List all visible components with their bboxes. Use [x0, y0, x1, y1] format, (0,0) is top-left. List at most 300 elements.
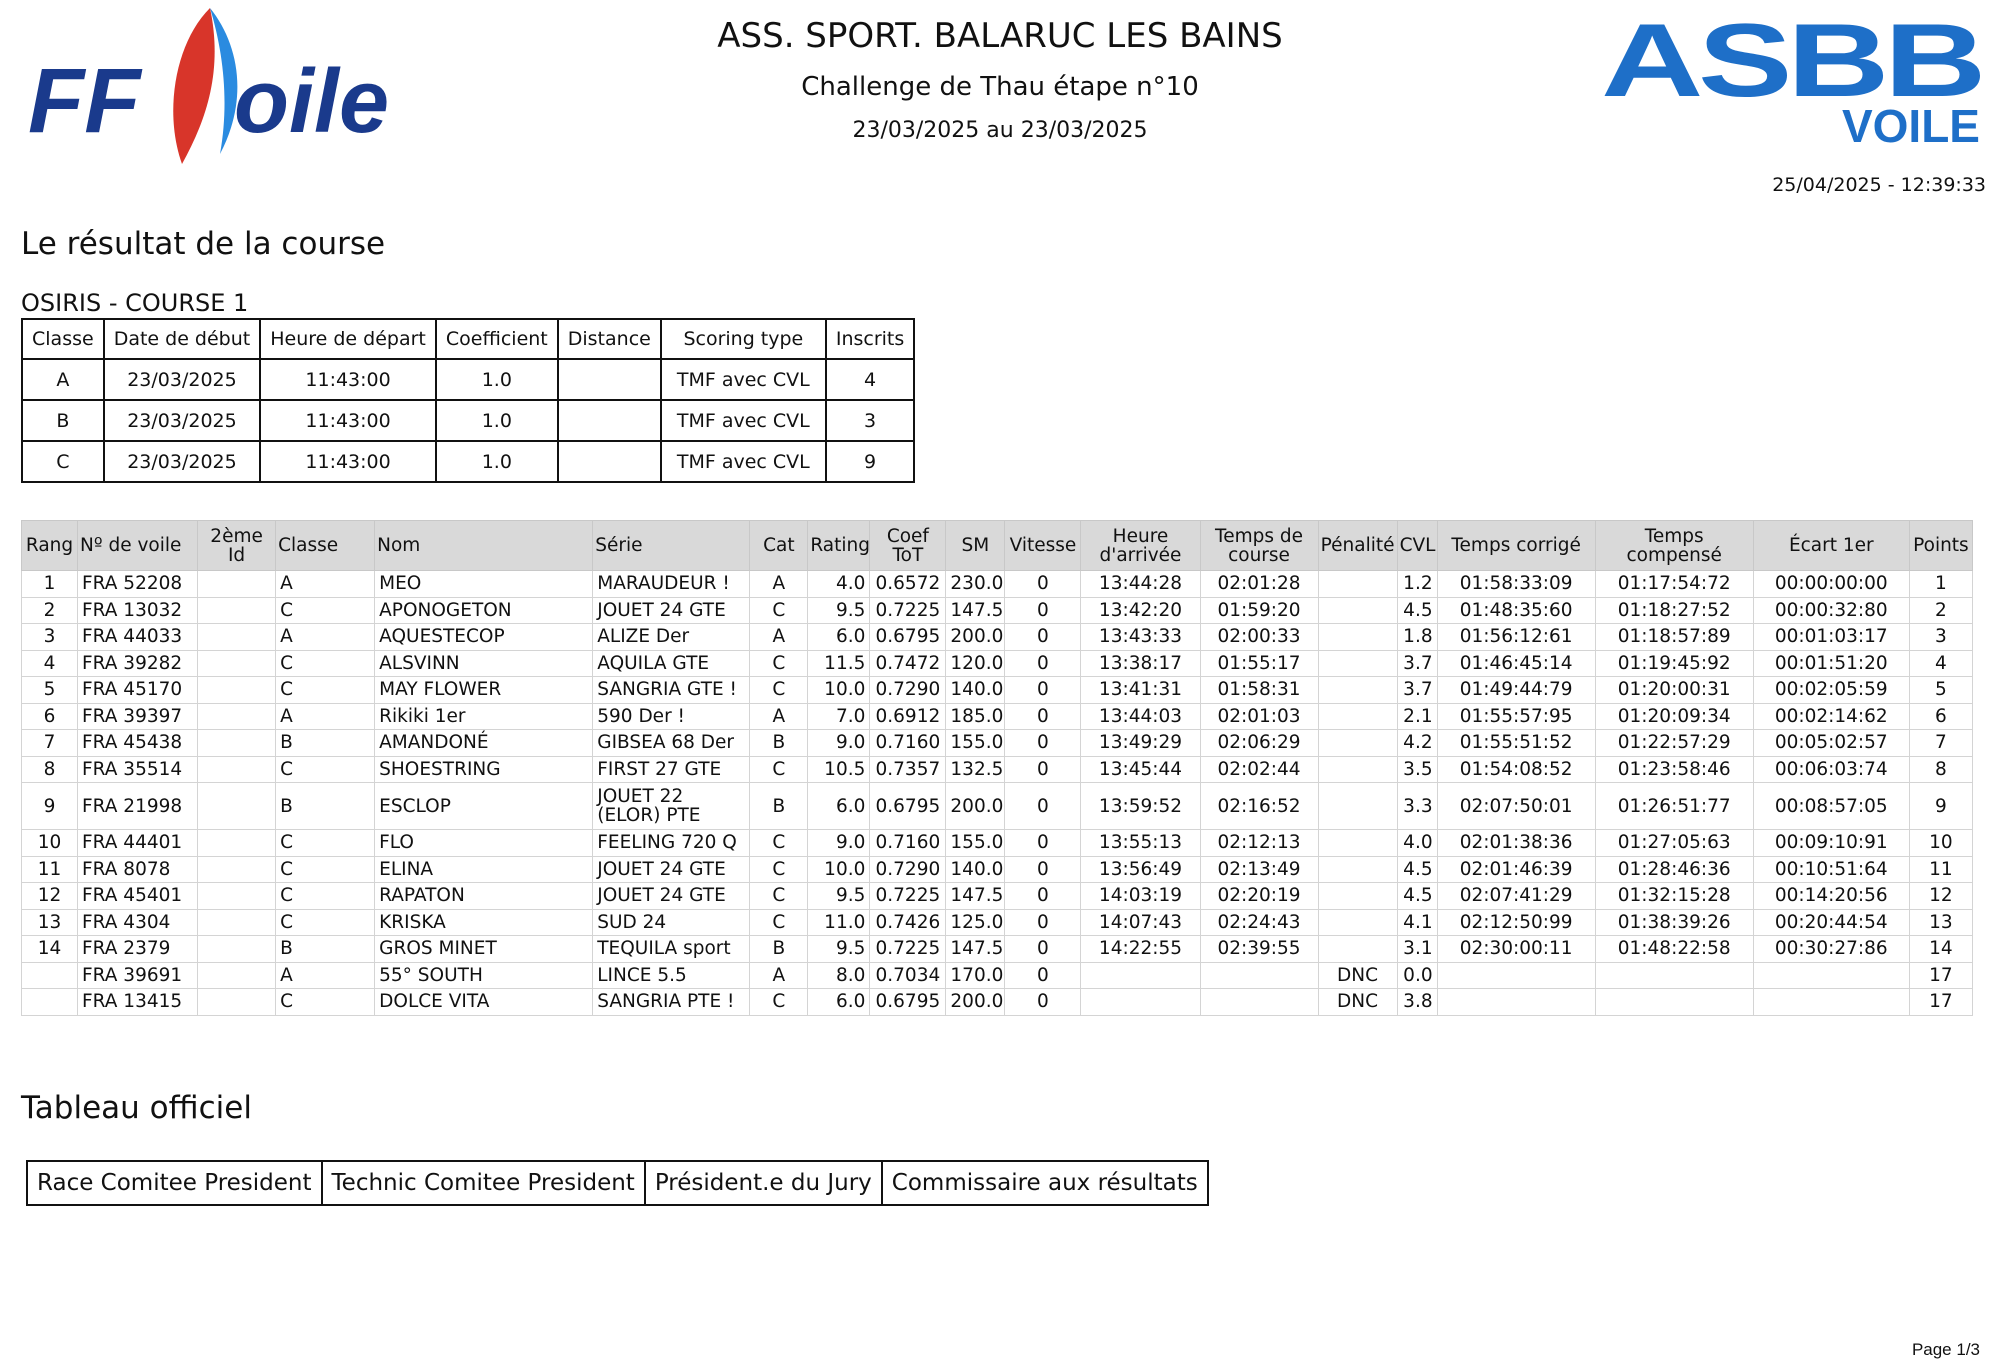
results-cell: C [750, 856, 808, 883]
results-cell: 2.1 [1397, 703, 1437, 730]
class-table-cell: TMF avec CVL [661, 400, 826, 441]
results-cell: 00:10:51:64 [1753, 856, 1909, 883]
results-cell [1318, 856, 1397, 883]
class-table-cell: 1.0 [436, 441, 558, 482]
event-dates: 23/03/2025 au 23/03/2025 [852, 118, 1148, 143]
table-row [22, 856, 1973, 883]
results-cell: 01:55:17 [1200, 650, 1318, 677]
results-cell: C [750, 756, 808, 783]
event-name: Challenge de Thau étape n°10 [801, 72, 1199, 102]
results-cell: 3.1 [1397, 936, 1437, 963]
results-cell [1318, 830, 1397, 857]
results-cell: 9 [1909, 783, 1972, 830]
results-cell: 02:07:50:01 [1437, 783, 1595, 830]
results-cell: 00:08:57:05 [1753, 783, 1909, 830]
results-cell [1753, 962, 1909, 989]
results-cell: 01:55:51:52 [1437, 730, 1595, 757]
officials-table [26, 1160, 1209, 1206]
results-cell: FIRST 27 GTE [593, 756, 750, 783]
results-cell [1200, 989, 1318, 1016]
results-cell: 0 [1005, 730, 1081, 757]
class-header-cell: Classe [22, 319, 104, 359]
results-cell: FRA 35514 [78, 756, 198, 783]
results-cell: 00:09:10:91 [1753, 830, 1909, 857]
results-cell [22, 962, 78, 989]
results-header-cell: Cat [750, 521, 808, 571]
results-cell [1081, 962, 1200, 989]
results-cell: C [276, 856, 375, 883]
results-cell: FLO [375, 830, 593, 857]
results-cell: 01:23:58:46 [1595, 756, 1753, 783]
results-cell: B [750, 783, 808, 830]
results-header-cell: Temps de course [1200, 521, 1318, 571]
results-cell: 0 [1005, 830, 1081, 857]
official-results-commissioner: Commissaire aux résultats [891, 1170, 1198, 1196]
results-cell: 11 [22, 856, 78, 883]
results-cell: 0.7160 [870, 730, 946, 757]
results-cell [1318, 703, 1397, 730]
results-cell: 2 [1909, 597, 1972, 624]
class-table-cell: C [22, 441, 104, 482]
results-header-cell: Heure d'arrivée [1081, 521, 1200, 571]
results-cell: 00:14:20:56 [1753, 883, 1909, 910]
results-cell: 01:32:15:28 [1595, 883, 1753, 910]
results-cell: 200.0 [946, 624, 1005, 651]
results-cell: 4.0 [808, 571, 870, 598]
class-header-cell: Heure de départ [260, 319, 436, 359]
ffvoile-sail-icon [173, 8, 214, 164]
results-cell: C [276, 677, 375, 704]
results-cell: 01:17:54:72 [1595, 571, 1753, 598]
results-header-cell: Série [593, 521, 750, 571]
class-table-cell: 1.0 [436, 400, 558, 441]
results-cell: 01:19:45:92 [1595, 650, 1753, 677]
results-cell: B [276, 730, 375, 757]
results-header-cell: Nom [375, 521, 593, 571]
results-cell: 0 [1005, 989, 1081, 1016]
asbb-logo [1596, 18, 1986, 148]
results-cell: FRA 39691 [78, 962, 198, 989]
official-jury-president: Président.e du Jury [646, 1162, 883, 1204]
results-cell: RAPATON [375, 883, 593, 910]
results-cell: AQUESTECOP [375, 624, 593, 651]
results-cell: A [750, 962, 808, 989]
class-header-cell: Date de début [104, 319, 261, 359]
results-cell: 147.5 [946, 936, 1005, 963]
page-number: Page 1/3 [1911, 1340, 1980, 1359]
results-cell: 13:59:52 [1081, 783, 1200, 830]
results-cell: 01:22:57:29 [1595, 730, 1753, 757]
results-cell: C [276, 909, 375, 936]
class-table-header [22, 319, 914, 359]
results-cell: FRA 44401 [78, 830, 198, 857]
results-cell: 0 [1005, 962, 1081, 989]
results-cell: 02:13:49 [1200, 856, 1318, 883]
results-cell: 170.0 [946, 962, 1005, 989]
results-cell: C [750, 989, 808, 1016]
results-cell: MARAUDEUR ! [593, 571, 750, 598]
results-cell: 0.7290 [870, 677, 946, 704]
results-cell [1318, 883, 1397, 910]
results-header-cell: Nº de voile [78, 521, 198, 571]
results-cell: 5 [22, 677, 78, 704]
class-header-cell: Coefficient [436, 319, 558, 359]
results-cell: FRA 2379 [78, 936, 198, 963]
results-cell: 02:01:03 [1200, 703, 1318, 730]
results-cell: A [750, 703, 808, 730]
results-cell: 120.0 [946, 650, 1005, 677]
results-cell: 4 [22, 650, 78, 677]
table-row [22, 650, 1973, 677]
results-cell [198, 650, 276, 677]
results-header-cell: Rang [22, 521, 78, 571]
results-header-cell: Rating [808, 521, 870, 571]
results-cell [1318, 783, 1397, 830]
table-row [22, 677, 1973, 704]
results-cell: 01:18:27:52 [1595, 597, 1753, 624]
results-header-cell: Temps compensé [1595, 521, 1753, 571]
results-cell [1318, 730, 1397, 757]
results-cell: 55° SOUTH [375, 962, 593, 989]
table-row [22, 936, 1973, 963]
asbb-logo-text: ASBB [1601, 18, 1981, 119]
results-cell: 00:02:14:62 [1753, 703, 1909, 730]
results-cell: GROS MINET [375, 936, 593, 963]
results-cell [198, 936, 276, 963]
class-table-cell: 3 [826, 400, 914, 441]
results-cell: 01:49:44:79 [1437, 677, 1595, 704]
results-cell: 0.7034 [870, 962, 946, 989]
results-cell: FRA 44033 [78, 624, 198, 651]
table-row [22, 783, 1973, 830]
results-cell: 02:01:46:39 [1437, 856, 1595, 883]
results-cell: LINCE 5.5 [593, 962, 750, 989]
results-cell: C [276, 650, 375, 677]
asbb-logo-subtext: VOILE [1841, 100, 1980, 148]
results-cell: 13:42:20 [1081, 597, 1200, 624]
results-cell: 17 [1909, 989, 1972, 1016]
results-cell: 4 [1909, 650, 1972, 677]
results-cell: 02:02:44 [1200, 756, 1318, 783]
results-cell: 0 [1005, 650, 1081, 677]
results-cell: 01:54:08:52 [1437, 756, 1595, 783]
results-cell: 13:45:44 [1081, 756, 1200, 783]
results-cell: TEQUILA sport [593, 936, 750, 963]
results-cell: 155.0 [946, 830, 1005, 857]
results-cell: B [750, 730, 808, 757]
results-header-cell: CVL [1397, 521, 1437, 571]
results-cell: 155.0 [946, 730, 1005, 757]
results-cell [1318, 650, 1397, 677]
club-name: ASS. SPORT. BALARUC LES BAINS [717, 16, 1283, 56]
class-table-cell: 11:43:00 [260, 359, 436, 400]
results-cell: 02:16:52 [1200, 783, 1318, 830]
results-cell [1318, 624, 1397, 651]
results-cell: 02:00:33 [1200, 624, 1318, 651]
results-cell: 12 [22, 883, 78, 910]
class-table-cell: A [22, 359, 104, 400]
results-cell: 01:27:05:63 [1595, 830, 1753, 857]
results-cell [198, 962, 276, 989]
results-cell: 0 [1005, 624, 1081, 651]
results-cell [198, 730, 276, 757]
class-header-cell: Inscrits [826, 319, 914, 359]
table-row [22, 909, 1973, 936]
results-cell: GIBSEA 68 Der [593, 730, 750, 757]
results-cell: 9.5 [808, 883, 870, 910]
results-cell: 13:44:03 [1081, 703, 1200, 730]
results-cell: 14 [1909, 936, 1972, 963]
results-cell: 0.6912 [870, 703, 946, 730]
class-table-cell: 23/03/2025 [104, 359, 261, 400]
results-cell: 13:55:13 [1081, 830, 1200, 857]
results-cell [1437, 989, 1595, 1016]
class-header-cell: Scoring type [661, 319, 826, 359]
results-cell: 3.3 [1397, 783, 1437, 830]
results-cell [198, 783, 276, 830]
results-cell [1595, 989, 1753, 1016]
results-cell: 13:41:31 [1081, 677, 1200, 704]
results-cell: C [750, 677, 808, 704]
class-table [21, 318, 915, 483]
results-cell: 6 [1909, 703, 1972, 730]
results-cell: 14:07:43 [1081, 909, 1200, 936]
results-cell: 0.6795 [870, 783, 946, 830]
results-cell [1437, 962, 1595, 989]
results-cell: FRA 4304 [78, 909, 198, 936]
results-cell [198, 989, 276, 1016]
results-cell [1318, 936, 1397, 963]
ffvoile-logo [24, 4, 424, 164]
results-cell: 01:48:22:58 [1595, 936, 1753, 963]
results-cell: A [276, 624, 375, 651]
class-table-cell: 4 [826, 359, 914, 400]
results-cell: 00:06:03:74 [1753, 756, 1909, 783]
class-table-cell: TMF avec CVL [661, 359, 826, 400]
results-cell: 0.0 [1397, 962, 1437, 989]
results-cell: 8 [1909, 756, 1972, 783]
results-cell: 13 [1909, 909, 1972, 936]
results-cell: 0.7160 [870, 830, 946, 857]
results-cell [198, 677, 276, 704]
results-cell: 0.6795 [870, 624, 946, 651]
results-header-cell: Points [1909, 521, 1972, 571]
results-cell: 3.8 [1397, 989, 1437, 1016]
results-cell: DNC [1318, 989, 1397, 1016]
results-cell [22, 989, 78, 1016]
results-cell: SANGRIA GTE ! [593, 677, 750, 704]
class-table-row [22, 359, 914, 400]
results-cell [198, 756, 276, 783]
results-cell: 02:30:00:11 [1437, 936, 1595, 963]
results-cell: 0.7357 [870, 756, 946, 783]
results-cell: 0 [1005, 703, 1081, 730]
results-cell: 1 [1909, 571, 1972, 598]
results-cell: 0.7225 [870, 597, 946, 624]
results-cell: FRA 39397 [78, 703, 198, 730]
results-cell: DOLCE VITA [375, 989, 593, 1016]
results-cell: 01:56:12:61 [1437, 624, 1595, 651]
results-cell: C [276, 883, 375, 910]
results-cell: B [750, 936, 808, 963]
results-cell: 13:43:33 [1081, 624, 1200, 651]
results-cell [198, 624, 276, 651]
results-cell: C [276, 597, 375, 624]
results-cell: 9 [22, 783, 78, 830]
results-cell: 01:18:57:89 [1595, 624, 1753, 651]
class-table-cell [558, 400, 661, 441]
class-table-cell: 23/03/2025 [104, 441, 261, 482]
results-cell [1318, 756, 1397, 783]
results-cell: 14 [22, 936, 78, 963]
results-cell: 0 [1005, 783, 1081, 830]
results-cell: 3.5 [1397, 756, 1437, 783]
results-cell: C [276, 989, 375, 1016]
class-table-cell [558, 359, 661, 400]
results-header-cell: Pénalité [1318, 521, 1397, 571]
class-table-cell: B [22, 400, 104, 441]
results-cell: 01:26:51:77 [1595, 783, 1753, 830]
results-cell: 3.7 [1397, 650, 1437, 677]
results-cell: 02:06:29 [1200, 730, 1318, 757]
class-header-cell: Distance [558, 319, 661, 359]
results-cell: MAY FLOWER [375, 677, 593, 704]
results-cell: 185.0 [946, 703, 1005, 730]
results-cell: C [750, 909, 808, 936]
results-cell: DNC [1318, 962, 1397, 989]
results-cell: 02:20:19 [1200, 883, 1318, 910]
results-cell: 17 [1909, 962, 1972, 989]
results-cell: 6.0 [808, 624, 870, 651]
results-cell: 4.2 [1397, 730, 1437, 757]
results-cell: Rikiki 1er [375, 703, 593, 730]
results-cell: JOUET 24 GTE [593, 856, 750, 883]
results-cell: FRA 45401 [78, 883, 198, 910]
results-cell: 00:30:27:86 [1753, 936, 1909, 963]
table-row [22, 883, 1973, 910]
results-cell: 4.5 [1397, 883, 1437, 910]
results-cell: FRA 45438 [78, 730, 198, 757]
results-cell: 00:20:44:54 [1753, 909, 1909, 936]
results-cell: 01:58:33:09 [1437, 571, 1595, 598]
table-row [22, 624, 1973, 651]
results-cell: 00:02:05:59 [1753, 677, 1909, 704]
results-cell: 10.0 [808, 677, 870, 704]
results-cell: 10.5 [808, 756, 870, 783]
results-cell: 0.7290 [870, 856, 946, 883]
results-cell: 0 [1005, 936, 1081, 963]
results-cell: 3.7 [1397, 677, 1437, 704]
results-cell: APONOGETON [375, 597, 593, 624]
results-cell: 0.7472 [870, 650, 946, 677]
results-cell: 0 [1005, 883, 1081, 910]
results-cell: SUD 24 [593, 909, 750, 936]
table-row [22, 703, 1973, 730]
results-cell: 6.0 [808, 783, 870, 830]
results-cell: C [750, 597, 808, 624]
results-cell: 02:39:55 [1200, 936, 1318, 963]
results-cell: SANGRIA PTE ! [593, 989, 750, 1016]
results-cell: 01:28:46:36 [1595, 856, 1753, 883]
results-cell: 6.0 [808, 989, 870, 1016]
results-cell: 140.0 [946, 856, 1005, 883]
results-cell: KRISKA [375, 909, 593, 936]
results-cell: 1 [22, 571, 78, 598]
results-cell: A [276, 703, 375, 730]
results-cell [1081, 989, 1200, 1016]
class-table-cell: 1.0 [436, 359, 558, 400]
results-cell: 3 [1909, 624, 1972, 651]
results-cell: 02:12:13 [1200, 830, 1318, 857]
results-cell: 00:00:00:00 [1753, 571, 1909, 598]
table-row [22, 830, 1973, 857]
results-cell: 10 [1909, 830, 1972, 857]
class-table-cell: 11:43:00 [260, 400, 436, 441]
results-cell: FRA 13415 [78, 989, 198, 1016]
results-header-cell: Classe [276, 521, 375, 571]
results-cell: B [276, 936, 375, 963]
results-cell: 0.7426 [870, 909, 946, 936]
results-cell: 13:38:17 [1081, 650, 1200, 677]
table-row [22, 730, 1973, 757]
results-cell: 02:12:50:99 [1437, 909, 1595, 936]
results-cell: 4.5 [1397, 856, 1437, 883]
class-table-cell: 23/03/2025 [104, 400, 261, 441]
results-cell: A [750, 571, 808, 598]
results-cell: 01:48:35:60 [1437, 597, 1595, 624]
results-cell [1318, 571, 1397, 598]
results-cell: 9.0 [808, 830, 870, 857]
results-cell: 00:01:03:17 [1753, 624, 1909, 651]
results-cell: 02:07:41:29 [1437, 883, 1595, 910]
results-cell: 0 [1005, 856, 1081, 883]
results-cell: JOUET 24 GTE [593, 883, 750, 910]
results-cell: C [750, 883, 808, 910]
results-cell: 200.0 [946, 989, 1005, 1016]
results-cell: JOUET 24 GTE [593, 597, 750, 624]
results-cell [198, 909, 276, 936]
results-cell: AQUILA GTE [593, 650, 750, 677]
results-cell [1318, 909, 1397, 936]
table-row [22, 571, 1973, 598]
result-section-title: Le résultat de la course [21, 226, 386, 262]
results-cell: 0.7225 [870, 936, 946, 963]
results-cell: 01:59:20 [1200, 597, 1318, 624]
class-table-cell: TMF avec CVL [661, 441, 826, 482]
results-cell: FRA 39282 [78, 650, 198, 677]
results-cell: FRA 13032 [78, 597, 198, 624]
results-cell: MEO [375, 571, 593, 598]
results-cell: 01:38:39:26 [1595, 909, 1753, 936]
results-header-cell: Coef ToT [870, 521, 946, 571]
results-cell: ELINA [375, 856, 593, 883]
results-cell: 02:24:43 [1200, 909, 1318, 936]
results-cell: JOUET 22 (ELOR) PTE [593, 783, 750, 830]
table-row [22, 756, 1973, 783]
results-cell [198, 597, 276, 624]
print-datetime: 25/04/2025 - 12:39:33 [1772, 174, 1986, 196]
table-row [22, 989, 1973, 1016]
results-cell [198, 571, 276, 598]
results-cell: 0 [1005, 677, 1081, 704]
results-cell: 2 [22, 597, 78, 624]
results-cell: 7 [1909, 730, 1972, 757]
results-cell: 12 [1909, 883, 1972, 910]
results-cell: 0 [1005, 909, 1081, 936]
results-cell: C [276, 830, 375, 857]
results-cell [198, 883, 276, 910]
race-title: OSIRIS - COURSE 1 [21, 289, 249, 317]
